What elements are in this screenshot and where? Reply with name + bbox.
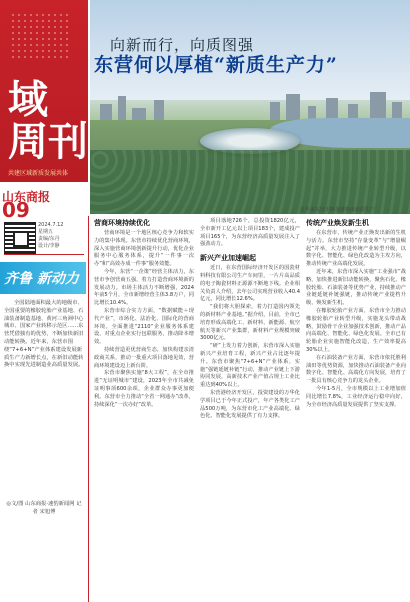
headline: 东营何以厚植“新质生产力” (94, 54, 338, 76)
issue-meta (38, 222, 84, 250)
divider (4, 254, 84, 255)
trees (90, 150, 410, 214)
lead-body: 全国陆地面积最大的地级市、全国重要的橡胶轮胎产业基地、石油装备制造基地、黄河三角洲中心城市、国家产业转移示范区……东营凭借独有的优势，不断加快新旧动能转换。近年来，东营市围绕“7+6+N”产业体系建设发展新质生产力新增长点，在新旧动能转换中实现先进制造业高质量发展。 (4, 300, 84, 369)
qr-code-icon (4, 222, 36, 254)
paragraph: 东营港经济开发区，投资建设的万华化学项目已于今年正式投产，年产各类化工产品500万吨，为东营市化工产业高端化、绿色化、智能化发展提供了有力支撑。 (200, 389, 300, 420)
paragraph: 项目落地726个，总投资1820亿元，全市新开工亿元以上项目183个，建成投产项目165个，为东营经济高质量发展注入了强劲动力。 (200, 218, 300, 248)
paragraph: 今年，东营“一企策”经营主体活力，东营市争创营商五强，着力打造营商环境新的发展动力。市场主体活力不断增强，2024年前5个月，全市新增经营主体3.8万户，同比增长10.4%。 (94, 268, 194, 307)
paragraph: 东营市综合实力方面，“数据赋能＋现代产业”，市场化、法治化、国际化的营商环境。全面推进“2110”企业服务体系建设，对重点企业实行包联服务，推动降本增效。 (94, 307, 194, 346)
paragraph: 近年来，东营市深入实施“工业强市”战略，加快推进新旧动能转换，聚焦石化、橡胶轮胎、石油装备等优势产业，持续推动产业链延链补链强链，推动传统产业提档升级、焕发新生机。 (306, 268, 406, 307)
section-title-rest: 周刊 (8, 118, 88, 165)
page-number: 09 (2, 198, 30, 222)
paragraph: “研”上发力着力创新，东营市深入实施新兴产业培育工程，新兴产业占比逐年提升。东营市聚焦“7+6+N”产业体系，实施“强链延链补链”行动，推动产业链上下游协同发展，高新技术产业产值占规上工业比重达到40%以上。 (200, 343, 300, 389)
issue-weekday: 星期五 (38, 229, 54, 235)
issue-editor: 责编/东丹 (38, 236, 60, 242)
paragraph: 在东营市，传统产业正焕发出新的生机与活力。东营市坚持“存量变革”与“增量崛起”并举，大力推进传统产业转型升级，以数字化、智能化、绿色化改造为主攻方向，推动传统产业高端化发展。 (306, 230, 406, 268)
photo-caption: 近年来东营不断加速构成新质生产 (300, 207, 376, 213)
paragraph: 今年1-5月，全市规模以上工业增加值同比增长7.8%，工业经济运行稳中向好，为全市经济高质量发展提供了坚实支撑。 (306, 385, 406, 408)
article-column-2 (200, 218, 300, 421)
kicker: 向新而行，向质图强 (110, 36, 255, 54)
paragraph: 在橡胶轮胎产业方面，东营市全力推动橡胶轮胎产业转型升级，实施龙头带动战略，鼓励骨干企业加强技术创新，推动产品向高端化、智能化、绿色化发展。全市已有轮胎企业实施智能化改造，生产效率提高30%以上。 (306, 307, 406, 353)
paragraph: 近日，在东营国际经济开发区的国瓷材料科技有限公司生产车间里，一片片高品质的电子陶瓷材料正源源不断地下线。企业相关负责人介绍，去年公司实现营业收入40.4亿元，同比增长12.6%。 (200, 265, 300, 303)
paragraph: 东营市聚焦实施“8大工程”，在全市推进“无证明城市”建设，2023年全市共减免证明事项600余项，企业群众办事更加便利。东营市全力推动“全省一网通办”改革，持续深化“一次办好”改革。 (94, 370, 194, 408)
paper-name: 山东商报 (2, 190, 51, 204)
subheading-business-env: 营商环境持续优化 (94, 219, 150, 227)
article-column-1 (94, 218, 194, 409)
paragraph: 在石油装备产业方面，东营市依托胜利油田等优势资源，加快推动石油装备产业向数字化、智能化、高端化方向发展，培育了一批具有核心竞争力的龙头企业。 (306, 354, 406, 385)
paragraph: 营商环境是一个地区核心竞争力和软实力的集中体现。东营市持续优化营商环境，深入实施营商环境创新提升行动，优化企业服务中心服务体系，提升“一件事一次办”和“高效办成一件事”服务效能。 (94, 230, 194, 268)
dot-pattern (10, 12, 70, 62)
lead-title: 齐鲁 新动力 (4, 271, 79, 287)
subheading-traditional-industry: 传统产业焕发新生机 (306, 219, 369, 227)
article-column-3 (306, 218, 406, 409)
byline: ◎文/图 山东商报·速豹新闻网 记者 宋旭博 (6, 501, 82, 515)
issue-date: 2024.7.12 (38, 222, 64, 228)
paragraph: “我们将大胆探索，着力打造国内领先的新材料产业基地。”据介绍，目前，全市已培育形成高端化工、新材料、新能源、航空航天等新兴产业集群，新材料产业规模突破3000亿元。 (200, 304, 300, 342)
hero-photo (90, 0, 410, 214)
column-divider (88, 216, 89, 602)
section-slogan: 共建区域新质发展共体 (8, 170, 69, 177)
issue-designer: 设计/李静 (38, 243, 60, 249)
paragraph: 持续营造更优营商生态，加快构建亲清政商关系，推动一批重大项目落地见效，营商环境建设迈上新台阶。 (94, 346, 194, 369)
section-title-first: 域 (8, 76, 48, 123)
subheading-emerging-industry: 新兴产业加速崛起 (200, 254, 256, 263)
